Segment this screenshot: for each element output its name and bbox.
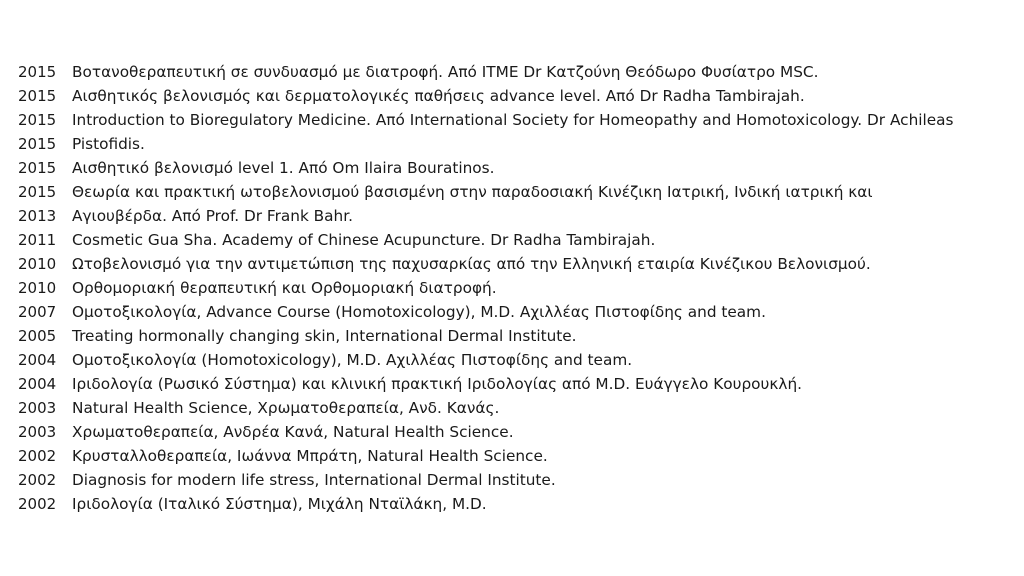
year-label: 2011 [18,231,57,249]
year-label: 2015 [18,183,57,201]
year-label: 2015 [18,111,57,129]
credentials-list [18,60,1018,516]
year-label: 2010 [18,279,57,297]
credential-line: Treating hormonally changing skin, International Dermal Institute. [72,327,577,345]
credential-line: Βοτανοθεραπευτική σε συνδυασμό με διατροφή. Από ITME Dr Κατζούνη Θεόδωρο Φυσίατρο MSC. [72,63,819,81]
year-label: 2015 [18,159,57,177]
credential-line: Introduction to Bioregulatory Medicine. Από International Society for Homeopathy and Homotoxicology. Dr Achileas [72,111,954,129]
year-label: 2005 [18,327,57,345]
year-label: 2007 [18,303,57,321]
credential-line: Θεωρία και πρακτική ωτοβελονισμού βασισμένη στην παραδοσιακή Κινέζικη Ιατρική, Ινδική ιατρική και [72,183,873,201]
year-label: 2010 [18,255,57,273]
credential-line: Χρωματοθεραπεία, Ανδρέα Κανά, Natural Health Science. [72,423,514,441]
year-label: 2002 [18,447,57,465]
year-label: 2015 [18,87,57,105]
year-label: 2003 [18,399,57,417]
year-label: 2002 [18,495,57,513]
credential-line: Ωτοβελονισμό για την αντιμετώπιση της παχυσαρκίας από την Ελληνική εταιρία Κινέζικου Βελονισμού. [72,255,871,273]
credential-line: Natural Health Science, Χρωματοθεραπεία, Ανδ. Κανάς. [72,399,500,417]
year-label: 2002 [18,471,57,489]
credential-line: Ορθομοριακή θεραπευτική και Ορθομοριακή διατροφή. [72,279,497,297]
credential-line: Αγιουβέρδα. Από Prof. Dr Frank Bahr. [72,207,353,225]
years-column [18,60,72,516]
credential-line: Ομοτοξικολογία, Advance Course (Homotoxicology), M.D. Αχιλλέας Πιστοφίδης and team. [72,303,766,321]
year-label: 2003 [18,423,57,441]
credential-line: Αισθητικό βελονισμό level 1. Από Om Ilaira Bouratinos. [72,159,495,177]
credential-line: Ιριδολογία (Ρωσικό Σύστημα) και κλινική πρακτική Ιριδολογίας από M.D. Ευάγγελο Κουρουκλή. [72,375,803,393]
year-label: 2004 [18,351,57,369]
year-label: 2004 [18,375,57,393]
credential-line: Ιριδολογία (Ιταλικό Σύστημα), Μιχάλη Νταϊλάκη, M.D. [72,495,487,513]
descriptions-column [72,60,1018,516]
year-label: 2015 [18,63,57,81]
credential-line: Ομοτοξικολογία (Homotoxicology), M.D. Αχιλλέας Πιστοφίδης and team. [72,351,633,369]
credential-line: Cosmetic Gua Sha. Academy of Chinese Acupuncture. Dr Radha Tambirajah. [72,231,656,249]
credential-line: Diagnosis for modern life stress, International Dermal Institute. [72,471,556,489]
credential-line: Αισθητικός βελονισμός και δερματολογικές παθήσεις advance level. Από Dr Radha Tambirajah. [72,87,805,105]
credential-line: Pistofidis. [72,135,145,153]
year-label: 2013 [18,207,57,225]
credential-line: Κρυσταλλοθεραπεία, Ιωάννα Μπράτη, Natural Health Science. [72,447,548,465]
year-label: 2015 [18,135,57,153]
